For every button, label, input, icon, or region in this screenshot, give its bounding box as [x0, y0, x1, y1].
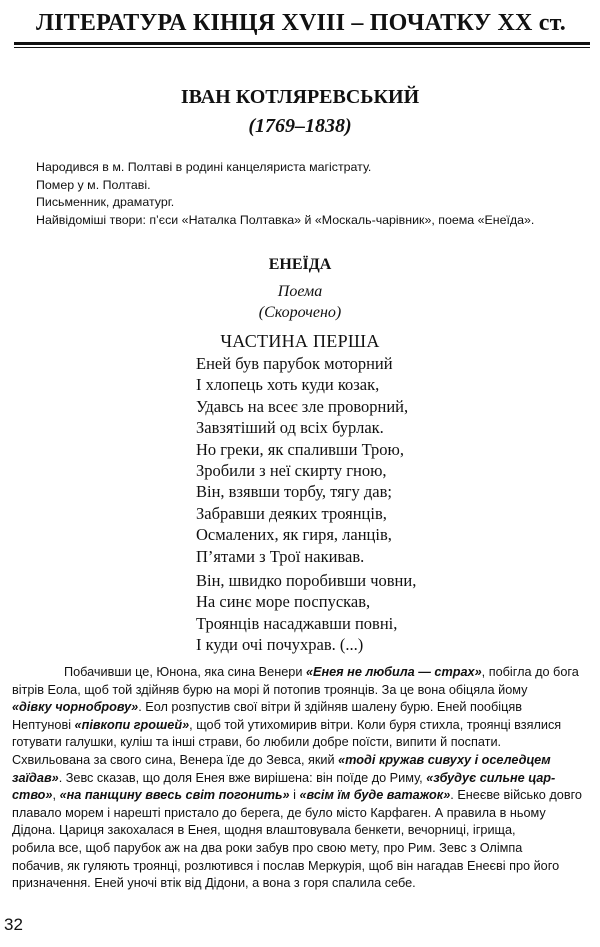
summary-line — [12, 822, 592, 840]
summary-text: робила все, щоб парубок аж на два роки забув про свою мету, про Рим. Зевс з Олімпа — [12, 840, 523, 855]
bio-line-occupation: Письменник, драматург. — [36, 195, 175, 209]
summary-text: призначення. Еней уночі втік від Дідони, а вона з горя спалила себе. — [12, 876, 416, 891]
summary-line — [12, 858, 592, 876]
summary-text: , побігла до бога — [481, 665, 579, 679]
summary-line — [12, 699, 592, 717]
bio-line-death: Помер у м. Полтаві. — [36, 177, 151, 192]
summary-line — [12, 752, 592, 770]
verse-line: Еней був парубок моторний — [196, 354, 393, 373]
quoted-phrase: «дівку чорноброву» — [12, 700, 139, 715]
quoted-phrase: «збудує сильне цар- — [426, 770, 556, 785]
summary-line — [12, 770, 592, 788]
summary-line — [12, 664, 592, 682]
running-title: ЛІТЕРАТУРА КІНЦЯ XVIII – ПОЧАТКУ XX ст. — [36, 10, 566, 36]
summary-line — [12, 875, 592, 893]
summary-text: Нептунові — [12, 717, 75, 732]
poem-stanza-1 — [196, 353, 596, 567]
header-rule-thin — [14, 47, 590, 48]
quoted-phrase: «Енея не любила — страх» — [305, 665, 482, 679]
verse-line: Осмалених, як гиря, ланців, — [196, 525, 392, 545]
author-name: ІВАН КОТЛЯРЕВСЬКИЙ — [180, 86, 420, 108]
quoted-phrase: «на панщину ввесь світ погонить» — [59, 788, 290, 803]
summary-line — [12, 805, 592, 823]
quoted-phrase: «всім їм буде ватажок» — [299, 788, 451, 803]
verse-line: І хлопець хоть куди козак, — [196, 375, 380, 395]
verse-line: Він, взявши торбу, тягу дав; — [196, 482, 392, 502]
verse-line: Він, швидко поробивши човни, — [196, 571, 417, 590]
work-title: ЕНЕЇДА — [268, 256, 332, 273]
plot-summary — [12, 664, 592, 893]
verse-line: І куди очі почухрав. (...) — [196, 635, 364, 655]
summary-text: , — [52, 788, 60, 803]
bio-line-works: Найвідоміші твори: п’єси «Наталка Полтавка» й «Москаль-чарівник», поема «Енеїда». — [36, 212, 535, 227]
header-rule-thick — [14, 42, 590, 45]
author-bio — [36, 159, 596, 229]
verse-line: Но греки, як спаливши Трою, — [196, 439, 404, 459]
verse-line: Зробили з неї скирту гною, — [196, 461, 387, 481]
summary-line — [12, 717, 592, 735]
quoted-phrase: «тоді кружав сивуху і оселедцем — [338, 752, 551, 767]
summary-text: вітрів Еола, щоб той здійняв бурю на морі й потопив троянців. За це вона обіцяла йому — [12, 682, 528, 697]
work-genre: Поема — [277, 283, 323, 300]
verse-line: На синє море поспускав, — [196, 592, 371, 612]
summary-text: Побачивши це, Юнона, яка сина Венери — [64, 665, 306, 679]
verse-line: Забравши деяких троянців, — [196, 503, 387, 523]
work-abridged-note: (Скорочено) — [258, 304, 342, 321]
summary-text: Дідона. Цариця закохалася в Енея, щодня влаштовувала бенкети, вечорниці, ігрища, — [12, 823, 516, 838]
summary-text: готувати галушки, куліш та інші страви, бо любили добре поїсти, випити й поспати. — [12, 735, 502, 750]
summary-text: Схвильована за свого сина, Венера їде до Зевса, який — [12, 752, 339, 767]
summary-text: . Зевс сказав, що доля Енея вже вирішена: він поїде до Риму, — [58, 770, 427, 785]
summary-text: побачив, як гуляють троянці, розлютився і послав Меркурія, щоб він нагадав Енеєві про його — [12, 858, 560, 873]
quoted-phrase: ство» — [12, 788, 53, 803]
page-number: 32 — [4, 915, 23, 934]
summary-text: плавало морем і нарешті пристало до берега, де було місто Карфаген. А правила в ньому — [12, 805, 546, 820]
summary-line — [12, 682, 592, 700]
poem-stanza-2 — [196, 570, 596, 656]
quoted-phrase: заїдав» — [12, 770, 59, 785]
summary-line — [12, 787, 592, 805]
author-dates: (1769–1838) — [248, 115, 352, 137]
summary-line — [12, 734, 592, 752]
verse-line: Завзятіший од всіх бурлак. — [196, 418, 384, 438]
part-title: ЧАСТИНА ПЕРША — [220, 331, 380, 351]
verse-line: Троянців насаджавши повні, — [196, 613, 398, 633]
quoted-phrase: «півкопи грошей» — [74, 717, 190, 732]
summary-line — [12, 840, 592, 858]
summary-text: , щоб той утихомирив вітри. Коли буря стихла, троянці взялися — [189, 717, 562, 732]
summary-text: . Енеєве військо довго — [450, 788, 582, 803]
verse-line: Удавсь на всеє зле проворний, — [196, 396, 409, 416]
summary-text: і — [289, 788, 300, 803]
verse-line: П’ятами з Трої накивав. — [196, 546, 365, 566]
bio-line-birth: Народився в м. Полтаві в родині канцеляриста магістрату. — [36, 160, 372, 174]
summary-text: . Еол розпустив свої вітри й здійняв шалену бурю. Еней пообіцяв — [138, 700, 522, 715]
